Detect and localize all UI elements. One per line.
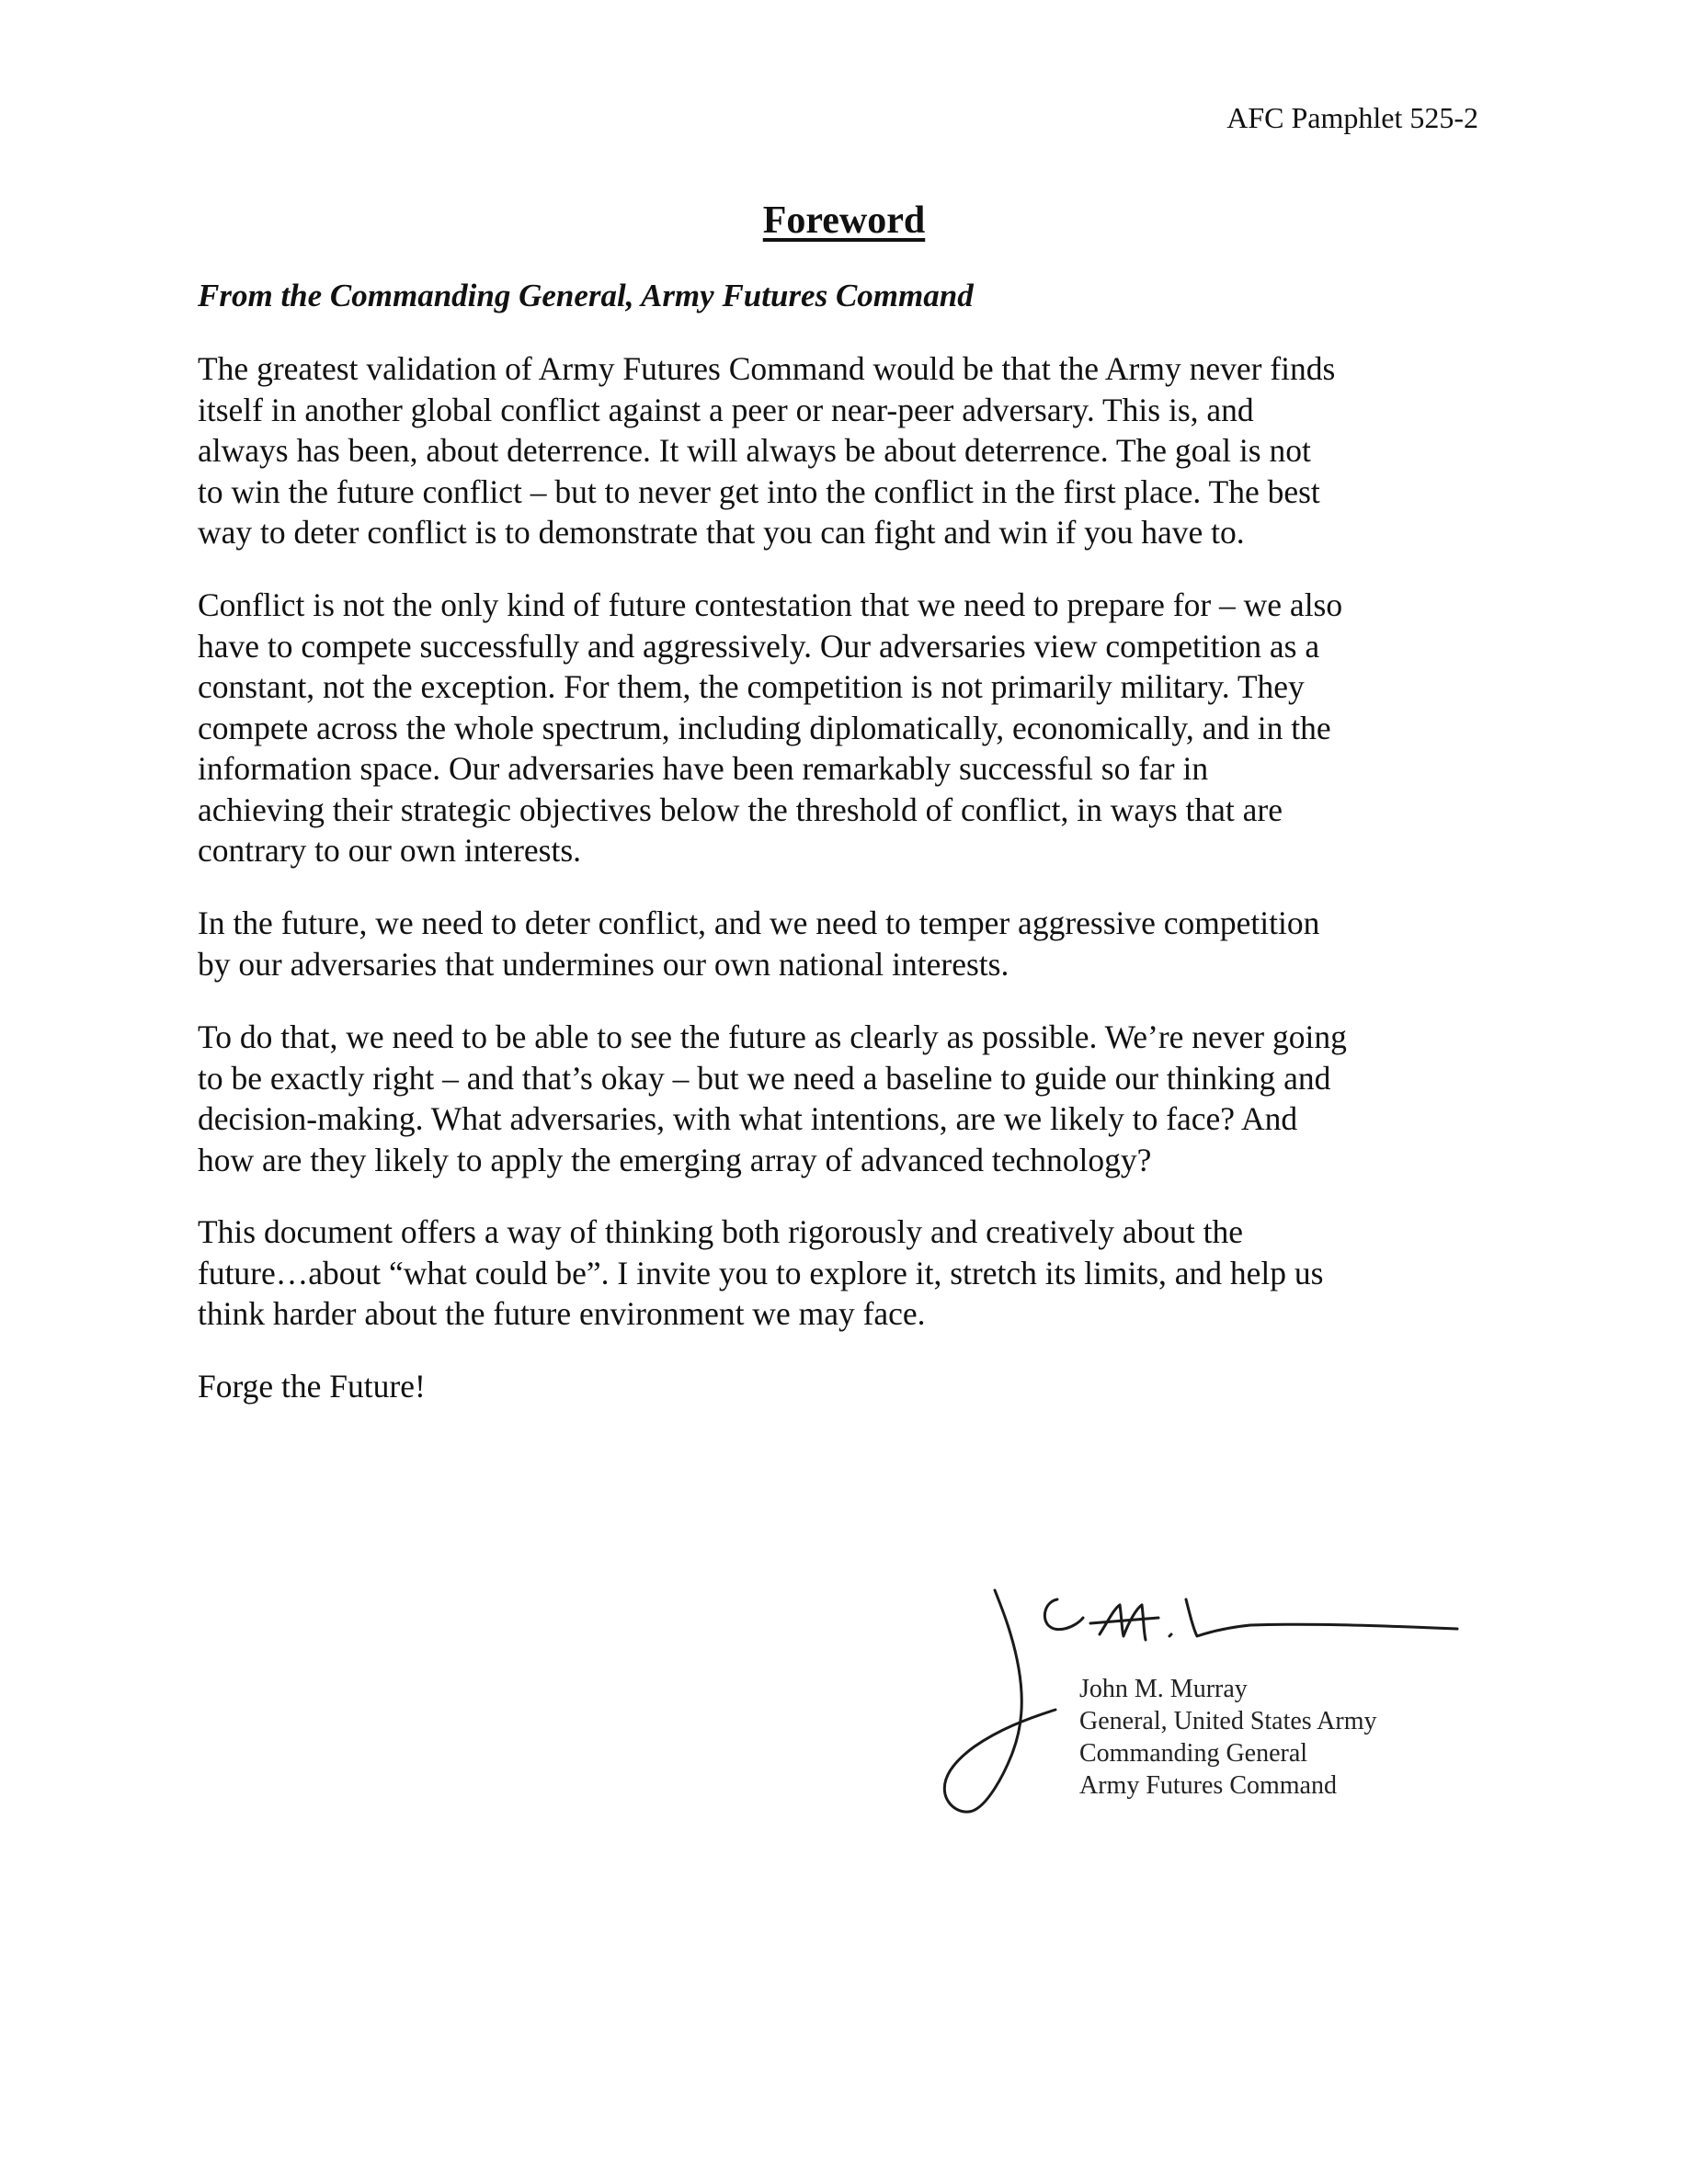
page-title: Foreword bbox=[762, 199, 926, 242]
page-subtitle: From the Commanding General, Army Futures Command bbox=[198, 278, 974, 313]
signer-position: Commanding General bbox=[1079, 1739, 1308, 1768]
signer-name: John M. Murray bbox=[1079, 1675, 1248, 1703]
text-line: to win the future conflict – but to never get into the conflict in the first place. The best bbox=[198, 472, 1320, 510]
text-line: to be exactly right – and that’s okay – but we need a baseline to guide our thinking and bbox=[198, 1059, 1331, 1097]
text-line: how are they likely to apply the emerging array of advanced technology? bbox=[198, 1141, 1152, 1178]
text-line: This document offers a way of thinking both rigorously and creatively about the bbox=[198, 1213, 1244, 1250]
text-line: always has been, about deterrence. It will always be about deterrence. The goal is not bbox=[198, 432, 1311, 469]
paragraph bbox=[198, 903, 1485, 984]
text-line: compete across the whole spectrum, including diplomatically, economically, and in the bbox=[198, 709, 1331, 746]
paragraph bbox=[198, 348, 1485, 553]
paragraph bbox=[198, 585, 1485, 871]
text-line: future…about “what could be”. I invite you to explore it, stretch its limits, and help us bbox=[198, 1254, 1324, 1291]
text-line: achieving their strategic objectives below the threshold of conflict, in ways that are bbox=[198, 791, 1283, 828]
paragraph bbox=[198, 1211, 1485, 1335]
text-line: information space. Our adversaries have been remarkably successful so far in bbox=[198, 750, 1209, 787]
text-line: To do that, we need to be able to see the future as clearly as possible. We’re never going bbox=[198, 1018, 1347, 1055]
signer-organization: Army Futures Command bbox=[1079, 1771, 1337, 1800]
signer-rank: General, United States Army bbox=[1079, 1707, 1377, 1735]
text-line: constant, not the exception. For them, the competition is not primarily military. They bbox=[198, 668, 1305, 705]
signature-block bbox=[938, 1581, 1489, 1820]
text-line: In the future, we need to deter conflict, and we need to temper aggressive competition bbox=[198, 904, 1320, 941]
text-line: The greatest validation of Army Futures Command would be that the Army never finds bbox=[198, 350, 1336, 387]
document-id: AFC Pamphlet 525-2 bbox=[1226, 101, 1478, 134]
text-line: way to deter conflict is to demonstrate that you can fight and win if you have to. bbox=[198, 514, 1245, 551]
text-line: contrary to our own interests. bbox=[198, 832, 582, 869]
signer-info bbox=[1079, 1673, 1376, 1802]
text-line: Forge the Future! bbox=[198, 1368, 426, 1405]
text-line: by our adversaries that undermines our own national interests. bbox=[198, 945, 1009, 983]
text-line: think harder about the future environment we may face. bbox=[198, 1295, 926, 1332]
text-line: itself in another global conflict against a peer or near-peer adversary. This is, and bbox=[198, 391, 1254, 428]
text-line: have to compete successfully and aggressively. Our adversaries view competition as a bbox=[198, 627, 1320, 665]
text-line: decision-making. What adversaries, with what intentions, are we likely to face? And bbox=[198, 1100, 1298, 1137]
paragraph bbox=[198, 1017, 1485, 1180]
closing-line bbox=[198, 1366, 1485, 1407]
text-line: Conflict is not the only kind of future contestation that we need to prepare for – we also bbox=[198, 586, 1343, 623]
